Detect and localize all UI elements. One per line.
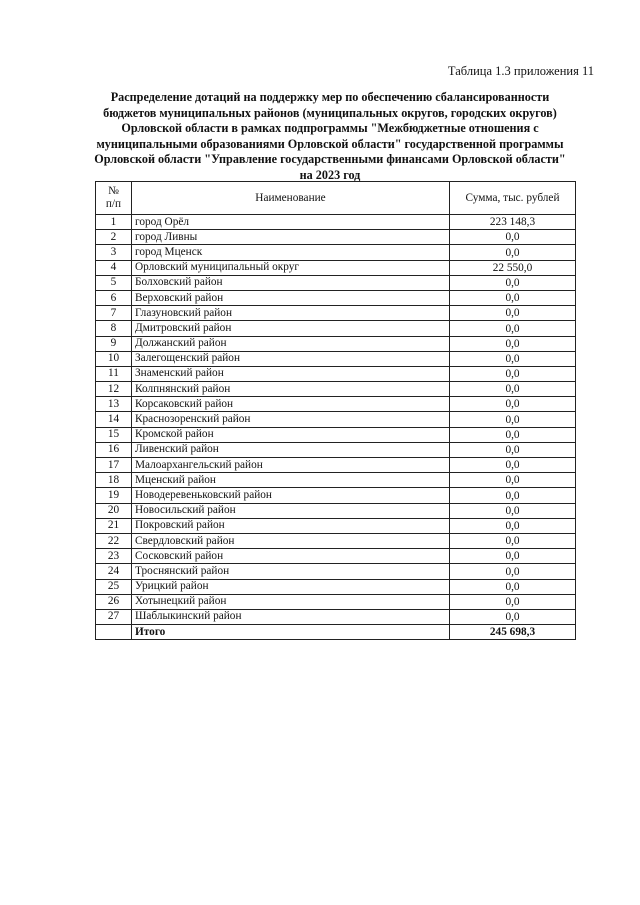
table-row	[96, 503, 576, 518]
row-name: Краснозоренский район	[132, 412, 450, 427]
row-number: 12	[96, 382, 132, 397]
table-row	[96, 488, 576, 503]
row-number: 22	[96, 533, 132, 548]
table-row	[96, 245, 576, 260]
row-sum: 0,0	[450, 290, 576, 305]
row-sum: 0,0	[450, 473, 576, 488]
table-row	[96, 518, 576, 533]
row-sum: 0,0	[450, 321, 576, 336]
row-sum: 0,0	[450, 579, 576, 594]
row-sum: 0,0	[450, 382, 576, 397]
row-sum: 0,0	[450, 366, 576, 381]
row-number: 9	[96, 336, 132, 351]
row-number: 19	[96, 488, 132, 503]
row-number: 20	[96, 503, 132, 518]
row-name: Малоархангельский район	[132, 458, 450, 473]
header-sum: Сумма, тыс. рублей	[450, 182, 576, 215]
table-row	[96, 306, 576, 321]
total-sum: 245 698,3	[450, 625, 576, 640]
document-title	[70, 90, 590, 184]
table-row	[96, 609, 576, 624]
row-sum: 0,0	[450, 412, 576, 427]
row-sum: 0,0	[450, 306, 576, 321]
row-number: 6	[96, 290, 132, 305]
table-row	[96, 397, 576, 412]
row-name: Колпнянский район	[132, 382, 450, 397]
row-name: Новодеревеньковский район	[132, 488, 450, 503]
row-name: Новосильский район	[132, 503, 450, 518]
row-sum: 223 148,3	[450, 215, 576, 230]
title-line: муниципальными образованиями Орловской области" государственной программы	[96, 136, 564, 151]
row-number: 7	[96, 306, 132, 321]
row-sum: 0,0	[450, 533, 576, 548]
row-name: Покровский район	[132, 518, 450, 533]
row-sum: 0,0	[450, 336, 576, 351]
table-row	[96, 564, 576, 579]
row-sum: 0,0	[450, 609, 576, 624]
table-row	[96, 215, 576, 230]
header-name: Наименование	[132, 182, 450, 215]
row-name: Мценский район	[132, 473, 450, 488]
row-number: 25	[96, 579, 132, 594]
table-row	[96, 442, 576, 457]
row-number: 11	[96, 366, 132, 381]
table-row	[96, 473, 576, 488]
row-number: 5	[96, 275, 132, 290]
total-number-cell	[96, 625, 132, 640]
row-number: 23	[96, 549, 132, 564]
title-line: Орловской области в рамках подпрограммы "Межбюджетные отношения с	[121, 121, 539, 136]
row-number: 16	[96, 442, 132, 457]
row-name: Кромской район	[132, 427, 450, 442]
table-row	[96, 594, 576, 609]
row-sum: 22 550,0	[450, 260, 576, 275]
table-row	[96, 412, 576, 427]
header-number	[96, 182, 132, 215]
row-name: Знаменский район	[132, 366, 450, 381]
row-name: Сосковский район	[132, 549, 450, 564]
table-row	[96, 427, 576, 442]
table-header-row	[96, 182, 576, 215]
table-row	[96, 336, 576, 351]
row-number: 18	[96, 473, 132, 488]
row-sum: 0,0	[450, 518, 576, 533]
row-number: 1	[96, 215, 132, 230]
row-name: Хотынецкий район	[132, 594, 450, 609]
table-row	[96, 366, 576, 381]
row-name: Свердловский район	[132, 533, 450, 548]
total-label: Итого	[132, 625, 450, 640]
row-name: Урицкий район	[132, 579, 450, 594]
table-row	[96, 290, 576, 305]
row-sum: 0,0	[450, 594, 576, 609]
row-number: 13	[96, 397, 132, 412]
row-sum: 0,0	[450, 458, 576, 473]
header-number-symbol: №	[108, 185, 119, 197]
row-sum: 0,0	[450, 488, 576, 503]
row-name: Шаблыкинский район	[132, 609, 450, 624]
title-line: Орловской области "Управление государственными финансами Орловской области"	[94, 152, 566, 167]
table-row	[96, 533, 576, 548]
total-row	[96, 625, 576, 640]
header-number-abbr: п/п	[105, 198, 122, 210]
row-sum: 0,0	[450, 549, 576, 564]
row-sum: 0,0	[450, 245, 576, 260]
table-row	[96, 230, 576, 245]
row-sum: 0,0	[450, 275, 576, 290]
row-sum: 0,0	[450, 351, 576, 366]
row-number: 14	[96, 412, 132, 427]
row-name: Залегощенский район	[132, 351, 450, 366]
row-number: 17	[96, 458, 132, 473]
table-row	[96, 351, 576, 366]
table-row	[96, 321, 576, 336]
row-name: Глазуновский район	[132, 306, 450, 321]
row-name: Болховский район	[132, 275, 450, 290]
row-sum: 0,0	[450, 442, 576, 457]
row-number: 3	[96, 245, 132, 260]
row-number: 24	[96, 564, 132, 579]
row-name: город Мценск	[132, 245, 450, 260]
row-name: Верховский район	[132, 290, 450, 305]
row-number: 8	[96, 321, 132, 336]
distribution-table	[95, 181, 576, 640]
row-number: 27	[96, 609, 132, 624]
row-number: 21	[96, 518, 132, 533]
row-name: Троснянский район	[132, 564, 450, 579]
table-row	[96, 458, 576, 473]
row-name: Дмитровский район	[132, 321, 450, 336]
row-sum: 0,0	[450, 564, 576, 579]
row-sum: 0,0	[450, 397, 576, 412]
row-name: Корсаковский район	[132, 397, 450, 412]
table-row	[96, 275, 576, 290]
row-sum: 0,0	[450, 427, 576, 442]
row-number: 4	[96, 260, 132, 275]
row-name: Орловский муниципальный округ	[132, 260, 450, 275]
title-line: Распределение дотаций на поддержку мер по обеспечению сбалансированности	[110, 90, 550, 104]
title-line: на 2023 год	[299, 167, 361, 182]
row-name: город Ливны	[132, 230, 450, 245]
row-sum: 0,0	[450, 503, 576, 518]
row-name: Ливенский район	[132, 442, 450, 457]
row-number: 10	[96, 351, 132, 366]
row-sum: 0,0	[450, 230, 576, 245]
row-number: 2	[96, 230, 132, 245]
table-reference: Таблица 1.3 приложения 11	[447, 64, 594, 78]
table-row	[96, 579, 576, 594]
table-row	[96, 382, 576, 397]
row-number: 26	[96, 594, 132, 609]
table-body	[96, 215, 576, 625]
row-name: город Орёл	[132, 215, 450, 230]
row-number: 15	[96, 427, 132, 442]
table-row	[96, 260, 576, 275]
title-line: бюджетов муниципальных районов (муниципальных округов, городских округов)	[103, 105, 557, 120]
table-row	[96, 549, 576, 564]
row-name: Должанский район	[132, 336, 450, 351]
